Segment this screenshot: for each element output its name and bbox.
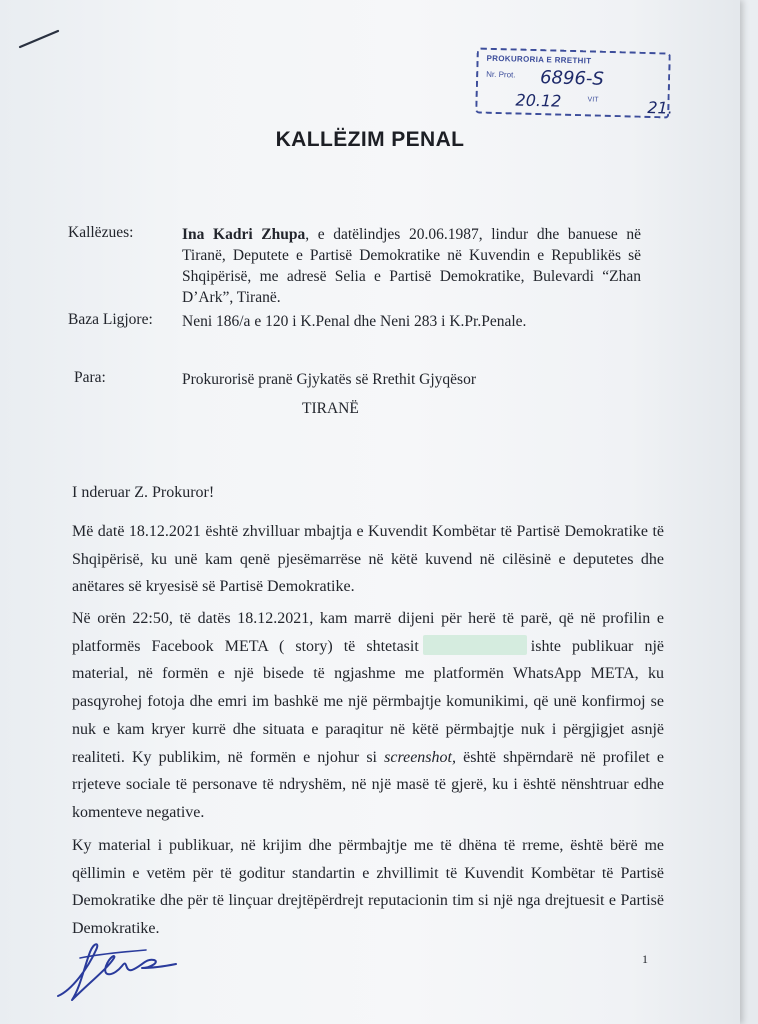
greeting: I nderuar Z. Prokuror! — [72, 484, 215, 501]
paragraph-3: Ky material i publikuar, në krijim dhe përmbajtje me të dhëna të rreme, është bërë me qëllimin e vetëm për të goditur standartin e zhvillimit të Kuvendit Kombëtar të Partisë Demokratike dhe për të linçuar drejtëpërdrejt reputacionin tim si një nga drejtuesit e Partisë Demokratike. — [72, 837, 664, 938]
stamp-prot-number: 6896-S — [539, 67, 605, 90]
para-label: Para: — [74, 369, 106, 386]
kallezues-label: Kallëzues: — [68, 224, 134, 241]
kallezues-text: , e datëlindjes 20.06.1987, lindur dhe banuese në Tiranë, Deputete e Partisë Demokratike në Kuvendin e Republikës së Shqipërisë, me adresë Selia e Partisë Demokratike, Bulevardi “Zhan D’Ark”, Tiranë. — [182, 226, 641, 306]
page-number: 1 — [642, 952, 648, 966]
paragraph-2 — [72, 605, 664, 827]
stamp-date: 20.12 — [515, 90, 562, 111]
para-city: TIRANË — [302, 400, 359, 417]
paragraph-2-start: Në orën 22:50, të datës 18.12.2021, kam marrë dijeni për herë të parë, që në profilin e platformës Facebook META ( story) të shtetasit — [72, 610, 664, 655]
kallezues-name: Ina Kadri Zhupa — [182, 226, 306, 243]
document-title: KALLËZIM PENAL — [275, 128, 465, 151]
paragraph-2-middle: ishte publikuar një material, në formën e një bisede të ngjashme me platformën WhatsApp META, ku pasqyrohej fotoja dhe emri im bashkë me një përmbajtje komunikimi, që unë konfirmoj se nuk e kam kryer kurrë dhe situata e paraqitur në këtë përmbajtje nuk i përgjigjet asnjë realiteti. Ky publikim, në formën e njohur si — [72, 637, 664, 766]
paragraph-1: Më datë 18.12.2021 është zhvilluar mbajtja e Kuvendit Kombëtar të Partisë Demokratike të Shqipërisë, ku unë kam qenë pjesëmarrëse në këtë kuvend në cilësinë e deputetes dhe anëtares së kryesisë së Partisë Demokratike. — [72, 523, 664, 596]
screenshot-term: screenshot, — [384, 748, 456, 766]
paragraph-2-end: është shpërndarë në profilet e rrjeteve sociale të personave të ndryshëm, në një masë të gjerë, ku i është nënshtruar edhe komenteve negative. — [72, 748, 665, 821]
baza-ligjore-text: Neni 186/a e 120 i K.Penal dhe Neni 283 i K.Pr.Penale. — [182, 313, 527, 330]
para-recipient: Prokurorisë pranë Gjykatës së Rrethit Gjyqësor — [182, 371, 477, 388]
stamp-year: 21. — [647, 97, 674, 118]
baza-ligjore-label: Baza Ligjore: — [68, 311, 153, 328]
handwritten-signature — [50, 938, 180, 1008]
registration-stamp — [475, 47, 674, 118]
stamp-prot-label: Nr. Prot. — [486, 69, 516, 80]
kallezues-details — [182, 224, 641, 308]
stamp-vit-label: VIT — [587, 96, 599, 104]
redaction-box — [423, 635, 527, 655]
pen-stroke-mark — [18, 28, 62, 50]
stamp-title: PROKURORIA E RRETHIT — [486, 53, 592, 66]
